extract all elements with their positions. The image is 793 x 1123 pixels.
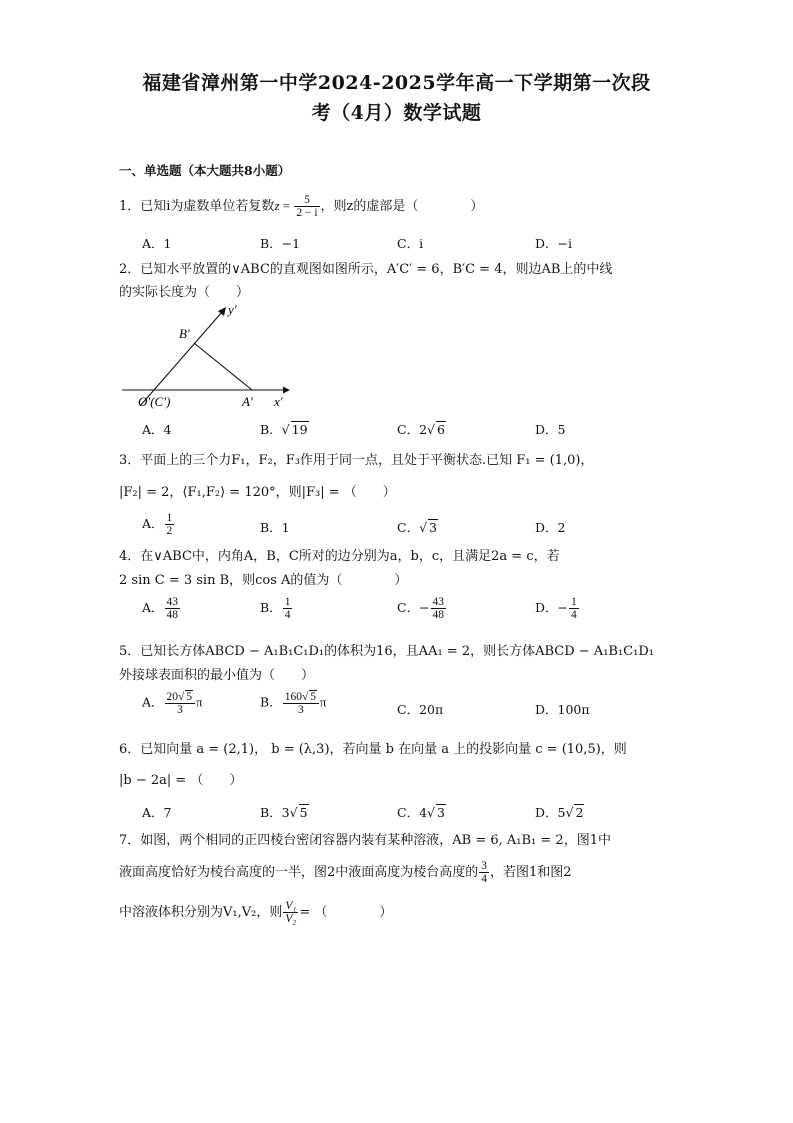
q4-option-b[interactable]: B． $\frac{1}{4}$ — [260, 596, 291, 621]
question-2-line1: 2．已知水平放置的∨ABC的直观图如图所示，A′C′ = 6，B′C = 4，则边AB上的中线 — [119, 262, 613, 277]
page-title-line2: 考（4月）数学试题 — [311, 102, 482, 124]
q1-option-d[interactable]: D．−i — [535, 236, 572, 251]
q2-option-b[interactable]: B．√ 19 — [260, 422, 308, 437]
q2-option-c[interactable]: C．2√ 6 — [397, 422, 445, 437]
question-7-line1: 7．如图，两个相同的正四棱台密闭容器内装有某种溶液，AB = 6, A₁B₁ = 2，图1中 — [119, 833, 611, 848]
q1-option-b[interactable]: B．−1 — [260, 236, 301, 251]
label-y: y′ — [228, 302, 237, 317]
q4-option-d[interactable]: D．− $\frac{1}{4}$ — [535, 596, 577, 621]
q5-option-b[interactable]: B． $\frac{160√ 5}{3}$ π — [260, 691, 327, 716]
question-5-line1: 5．已知长方体ABCD − A₁B₁C₁D₁的体积为16，且AA₁ = 2，则长方体ABCD − A₁B₁C₁D₁ — [119, 644, 654, 659]
q1-option-a[interactable]: A．1 — [142, 236, 172, 251]
q6-option-c[interactable]: C．4√ 3 — [397, 805, 445, 820]
q1-fraction: $\frac{5}{2 - i}$ — [296, 194, 318, 219]
question-7-line3: 中溶液体积分别为V₁,V₂，则 $\frac{\text{V₁}}{\text{V₂}}$ = （ ） — [119, 900, 393, 925]
segment-ab — [194, 343, 252, 390]
q2-option-d[interactable]: D．5 — [535, 422, 566, 437]
q5-option-c[interactable]: C．20π — [397, 702, 444, 717]
label-b: B′ — [179, 326, 190, 341]
q4-option-c[interactable]: C．− $\frac{43}{48}$ — [397, 596, 445, 621]
q4-option-a[interactable]: A． $\frac{43}{48}$ — [142, 596, 179, 621]
question-6-line2: |b − 2a| = （ ） — [119, 773, 243, 788]
question-3-line2: |F₂| = 2，⟨F₁,F₂⟩ = 120°，则|F₃| = （ ） — [119, 485, 396, 500]
page-title-line1: 福建省漳州第一中学2024-2025学年高一下学期第一次段 — [142, 72, 651, 94]
q3-option-d[interactable]: D．2 — [535, 520, 566, 535]
question-7-line2: 液面高度恰好为棱台高度的一半，图2中液面高度为棱台高度的 $\frac{3}{4}$ ，若图1和图2 — [119, 860, 572, 885]
q5-option-a[interactable]: A． $\frac{20√ 5}{3}$ π — [142, 691, 203, 716]
question-6-line1: 6．已知向量 a = (2,1)， b = (λ,3)，若向量 b 在向量 a 上的投影向量 c = (10,5)，则 — [119, 742, 627, 757]
label-o: O′(C′) — [138, 394, 171, 409]
q1-option-c[interactable]: C．i — [397, 236, 424, 251]
q1-z: z — [274, 198, 280, 213]
section-heading: 一、单选题（本大题共8小题） — [119, 163, 291, 178]
q1-text-post: ，则z的虚部是（ ） — [320, 199, 484, 214]
question-3-line1: 3．平面上的三个力F₁，F₂，F₃作用于同一点，且处于平衡状态.已知 F₁ = (1,0)， — [119, 453, 594, 468]
q6-option-d[interactable]: D．5√ 2 — [535, 805, 584, 820]
question-4-line2: 2 sin C = 3 sin B，则cos A的值为（ ） — [119, 573, 408, 588]
question-2-line2: 的实际长度为（ ） — [119, 285, 250, 300]
q3-option-b[interactable]: B．1 — [260, 520, 290, 535]
x-axis-arrow — [283, 387, 290, 394]
question-1: 1．已知i为虚数单位若复数z = $\frac{5}{2 - i}$ ，则z的虚部是（ ） — [119, 194, 484, 219]
q1-text-pre: 1．已知i为虚数单位若复数 — [119, 199, 275, 214]
q3-option-a[interactable]: A． $\frac{1}{2}$ — [142, 512, 173, 537]
label-x: x′ — [274, 394, 283, 409]
question-4-line1: 4．在∨ABC中，内角A，B，C所对的边分别为a，b，c，且满足2a = c，若 — [119, 549, 560, 564]
q6-option-a[interactable]: A．7 — [142, 805, 172, 820]
label-a: A′ — [242, 394, 253, 409]
q6-option-b[interactable]: B．3√ 5 — [260, 805, 308, 820]
question-5-line2: 外接球表面积的最小值为（ ） — [119, 668, 315, 683]
q2-option-a[interactable]: A．4 — [142, 422, 172, 437]
q5-option-d[interactable]: D．100π — [535, 702, 590, 717]
q3-option-c[interactable]: C．√ 3 — [397, 520, 437, 535]
q2-diagram — [118, 302, 293, 410]
